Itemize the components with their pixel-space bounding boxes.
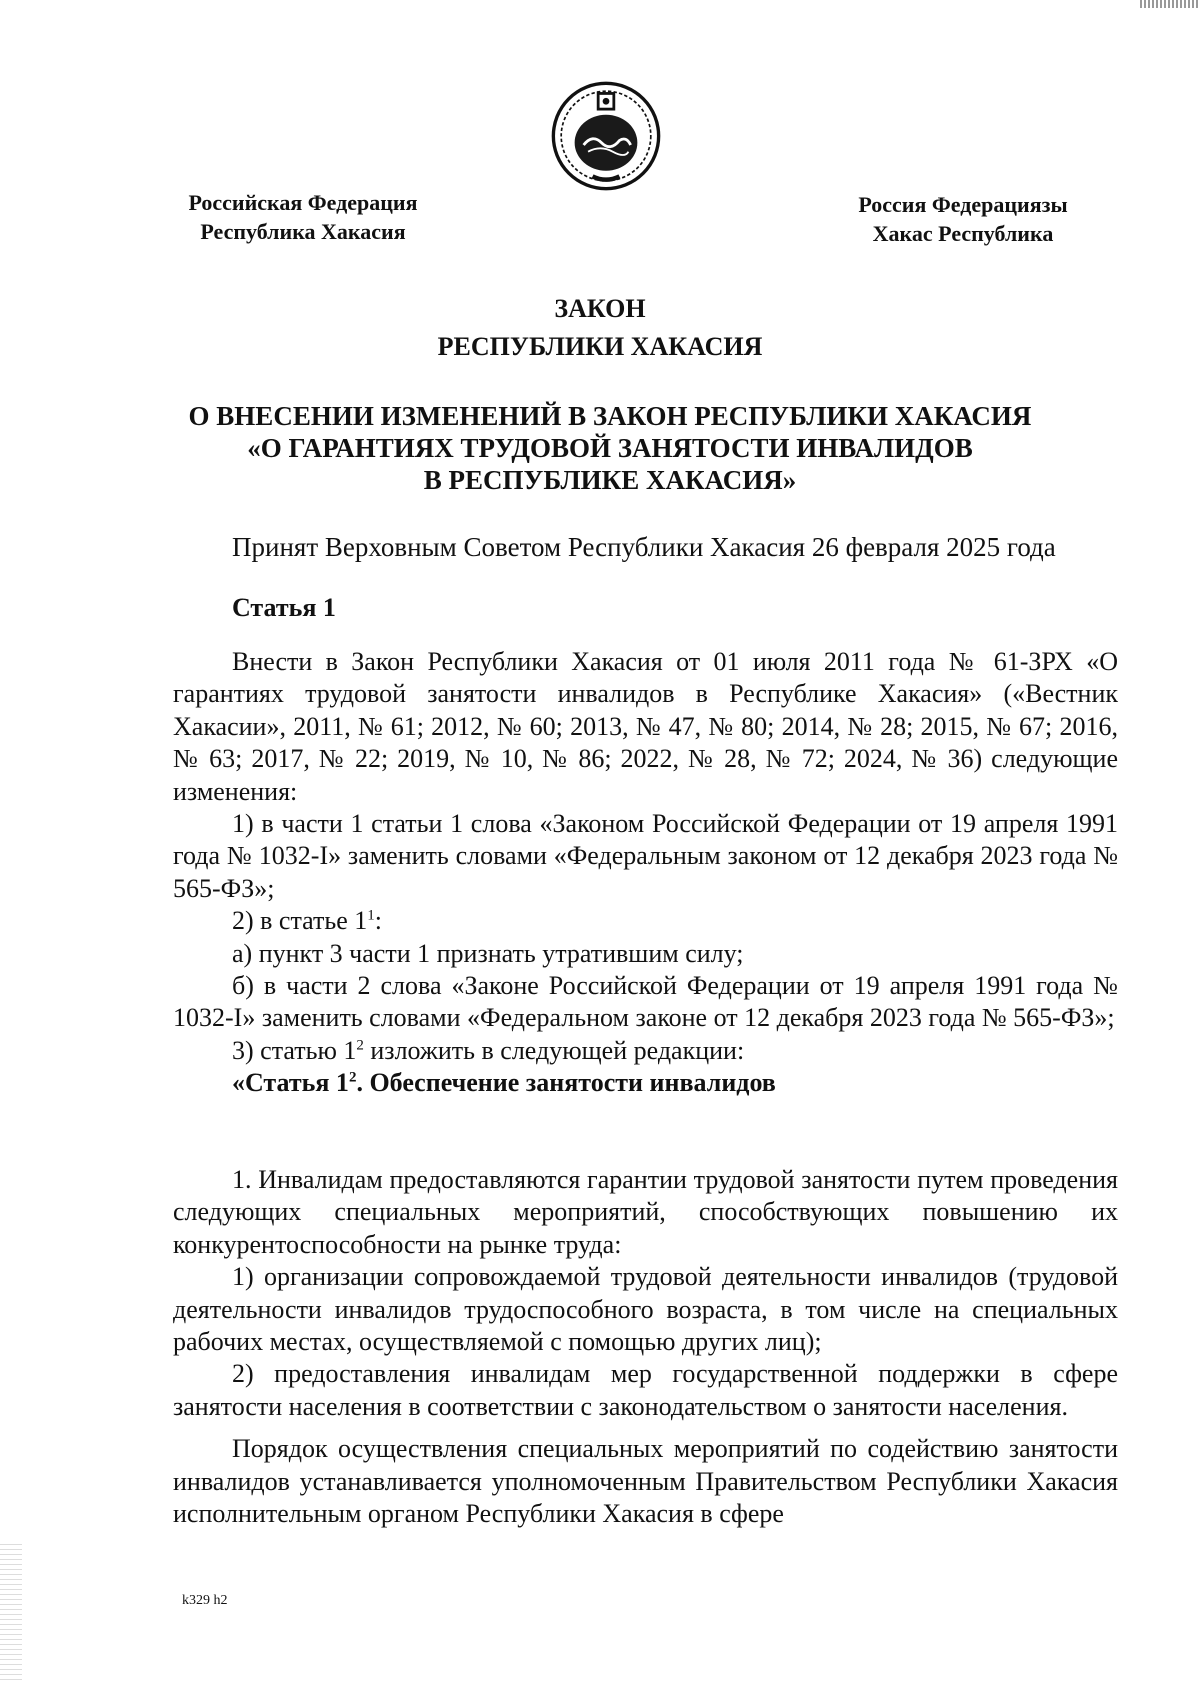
new-article-paragraph-4: Порядок осуществления специальных мероприятий по содействию занятости инвалидов устанавливается уполномоченным Правительством Республики Хакасия исполнительным органом Республики Хакасия в сфере (173, 1434, 1118, 1529)
item3-sup: 2 (356, 1037, 364, 1054)
amendment-item-1: 1) в части 1 статьи 1 слова «Законом Российской Федерации от 19 апреля 1991 года № 1032-I» заменить словами «Федеральным законом от 12 декабря 2023 года № 565-ФЗ»; (173, 809, 1118, 903)
header-right (838, 190, 1088, 248)
law-subject (150, 400, 1070, 496)
new-article-text: «Статья 1 (232, 1068, 349, 1098)
new-article-title: . Обеспечение занятости инвалидов (356, 1068, 776, 1098)
amendment-item-2 (173, 905, 1118, 937)
document-code: k329 h2 (182, 1593, 228, 1608)
header-right-line1: Россия Федерациязы (858, 192, 1068, 217)
item3-text: 3) статью 1 (232, 1035, 357, 1065)
new-article-body (173, 1164, 1118, 1530)
new-article-sup: 2 (348, 1069, 357, 1086)
new-article-paragraph-1: 1. Инвалидам предоставляются гарантии трудовой занятости путем проведения следующих специальных мероприятий, способствующих повышению их конкурентоспособности на рынке труда: (173, 1165, 1118, 1259)
law-title-line1: ЗАКОН (554, 294, 646, 323)
item3-rest: изложить в следующей редакции: (363, 1035, 745, 1065)
subject-line2: «О ГАРАНТИЯХ ТРУДОВОЙ ЗАНЯТОСТИ ИНВАЛИДОВ (247, 433, 973, 463)
header-right-line2: Хакас Республика (872, 221, 1054, 246)
new-article-paragraph-2: 1) организации сопровождаемой трудовой деятельности инвалидов (трудовой деятельности инвалидов трудоспособного возраста, в том числе на специальных рабочих местах, осуществляемой с помощью других лиц); (173, 1262, 1118, 1357)
scan-noise-left (0, 1540, 22, 1680)
law-title-line2: РЕСПУБЛИКИ ХАКАСИЯ (437, 332, 763, 361)
item2-text: 2) в статье 1 (232, 906, 368, 936)
adoption-statement: Принят Верховным Советом Республики Хакасия 26 февраля 2025 года (232, 532, 1056, 562)
new-article-heading (173, 1067, 1118, 1099)
amendment-item-3 (173, 1035, 1118, 1067)
article-intro: Внести в Закон Республики Хакасия от 01 июля 2011 года № 61-ЗРХ «О гарантиях трудовой занятости инвалидов в Республике Хакасия» («Вестник Хакасии», 2011, № 61; 2012, № 60; 2013, № 47, № 80; 2014, № 28; 2015, № 67; 2016, № 63; 2017, № 22; 2019, № 10, № 86; 2022, № 28, № 72; 2024, № 36) следующие изменения: (173, 647, 1118, 806)
header-left (168, 188, 438, 246)
subject-line1: О ВНЕСЕНИИ ИЗМЕНЕНИЙ В ЗАКОН РЕСПУБЛИКИ ХАКАСИЯ (188, 401, 1032, 431)
item2-sup: 1 (367, 907, 375, 924)
header-left-line2: Республика Хакасия (200, 219, 406, 244)
subject-line3: В РЕСПУБЛИКЕ ХАКАСИЯ» (423, 465, 797, 495)
article-heading: Статья 1 (232, 593, 336, 622)
amendment-item-2b: б) в части 2 слова «Законе Российской Федерации от 19 апреля 1991 года № 1032-I» заменить словами «Федеральном законе от 12 декабря 2023 года № 565-ФЗ»; (173, 971, 1118, 1033)
amendment-item-2a: а) пункт 3 части 1 признать утратившим силу; (232, 938, 744, 968)
header-left-line1: Российская Федерация (188, 190, 418, 215)
new-article-paragraph-3: 2) предоставления инвалидам мер государственной поддержки в сфере занятости населения в соответствии с законодательством о занятости населения. (173, 1359, 1118, 1421)
scan-noise (1140, 0, 1200, 8)
coat-of-arms-emblem (550, 80, 662, 192)
item2-colon: : (374, 906, 383, 936)
article-body (173, 646, 1118, 1100)
